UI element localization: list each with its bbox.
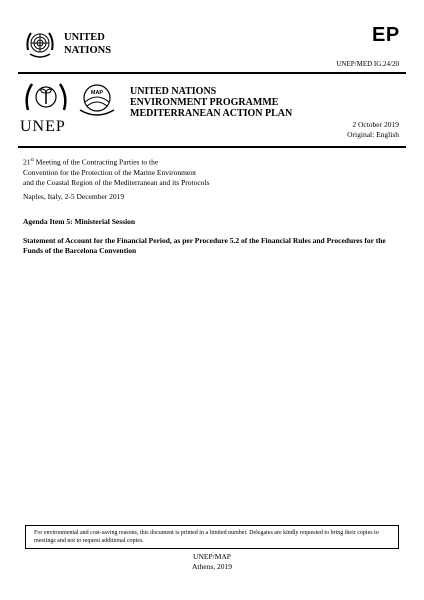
- meeting-ordinal: 21: [23, 157, 31, 167]
- meeting-line-2: Convention for the Protection of the Marine Environment: [23, 167, 197, 177]
- footer-line-2: Athens, 2019: [192, 562, 232, 571]
- printing-notice: For environmental and cost-saving reasons, this document is printed in a limited number. Delegates are kindly requested to bring their copies to meetings and not to request additional copies.: [25, 525, 399, 549]
- document-language: Original: English: [347, 130, 399, 139]
- meeting-place: Naples, Italy, 2-5 December 2019: [23, 192, 125, 201]
- meeting-line-1: [23, 156, 209, 168]
- programme-line-1: UNITED NATIONS: [130, 86, 217, 97]
- document-date-block: [347, 120, 399, 140]
- map-logo-label: MAP: [90, 90, 104, 96]
- meeting-title: [23, 156, 209, 188]
- document-code: EP: [372, 24, 400, 46]
- org-line-1: UNITED: [64, 32, 105, 43]
- map-emblem-icon: [76, 82, 118, 118]
- programme-divider: [18, 146, 406, 148]
- footer: [0, 552, 424, 572]
- meeting-line-3: and the Coastal Region of the Mediterranean and its Protocols: [23, 177, 210, 187]
- unep-logo-text: UNEP: [20, 118, 66, 135]
- header-divider: [18, 72, 406, 74]
- footer-line-1: UNEP/MAP: [193, 552, 231, 561]
- document-title: Statement of Account for the Financial Period, as per Procedure 5.2 of the Financial Rules and Procedures for the Funds of the Barcelona Convention: [23, 236, 386, 255]
- meeting-line-1-text: Meeting of the Contracting Parties to the: [33, 157, 159, 167]
- unep-emblem-icon: [22, 80, 70, 116]
- document-date: 2 October 2019: [352, 120, 399, 129]
- un-emblem-icon: [22, 26, 58, 62]
- agenda-item: Agenda Item 5: Ministerial Session: [23, 217, 136, 226]
- org-line-2: NATIONS: [64, 45, 112, 56]
- programme-name: [130, 86, 292, 119]
- meeting-ordinal-suffix: st: [30, 158, 34, 163]
- org-name: [64, 31, 111, 57]
- document-symbol: UNEP/MED IG.24/20: [336, 60, 399, 68]
- programme-line-3: MEDITERRANEAN ACTION PLAN: [130, 108, 293, 119]
- programme-line-2: ENVIRONMENT PROGRAMME: [130, 97, 279, 108]
